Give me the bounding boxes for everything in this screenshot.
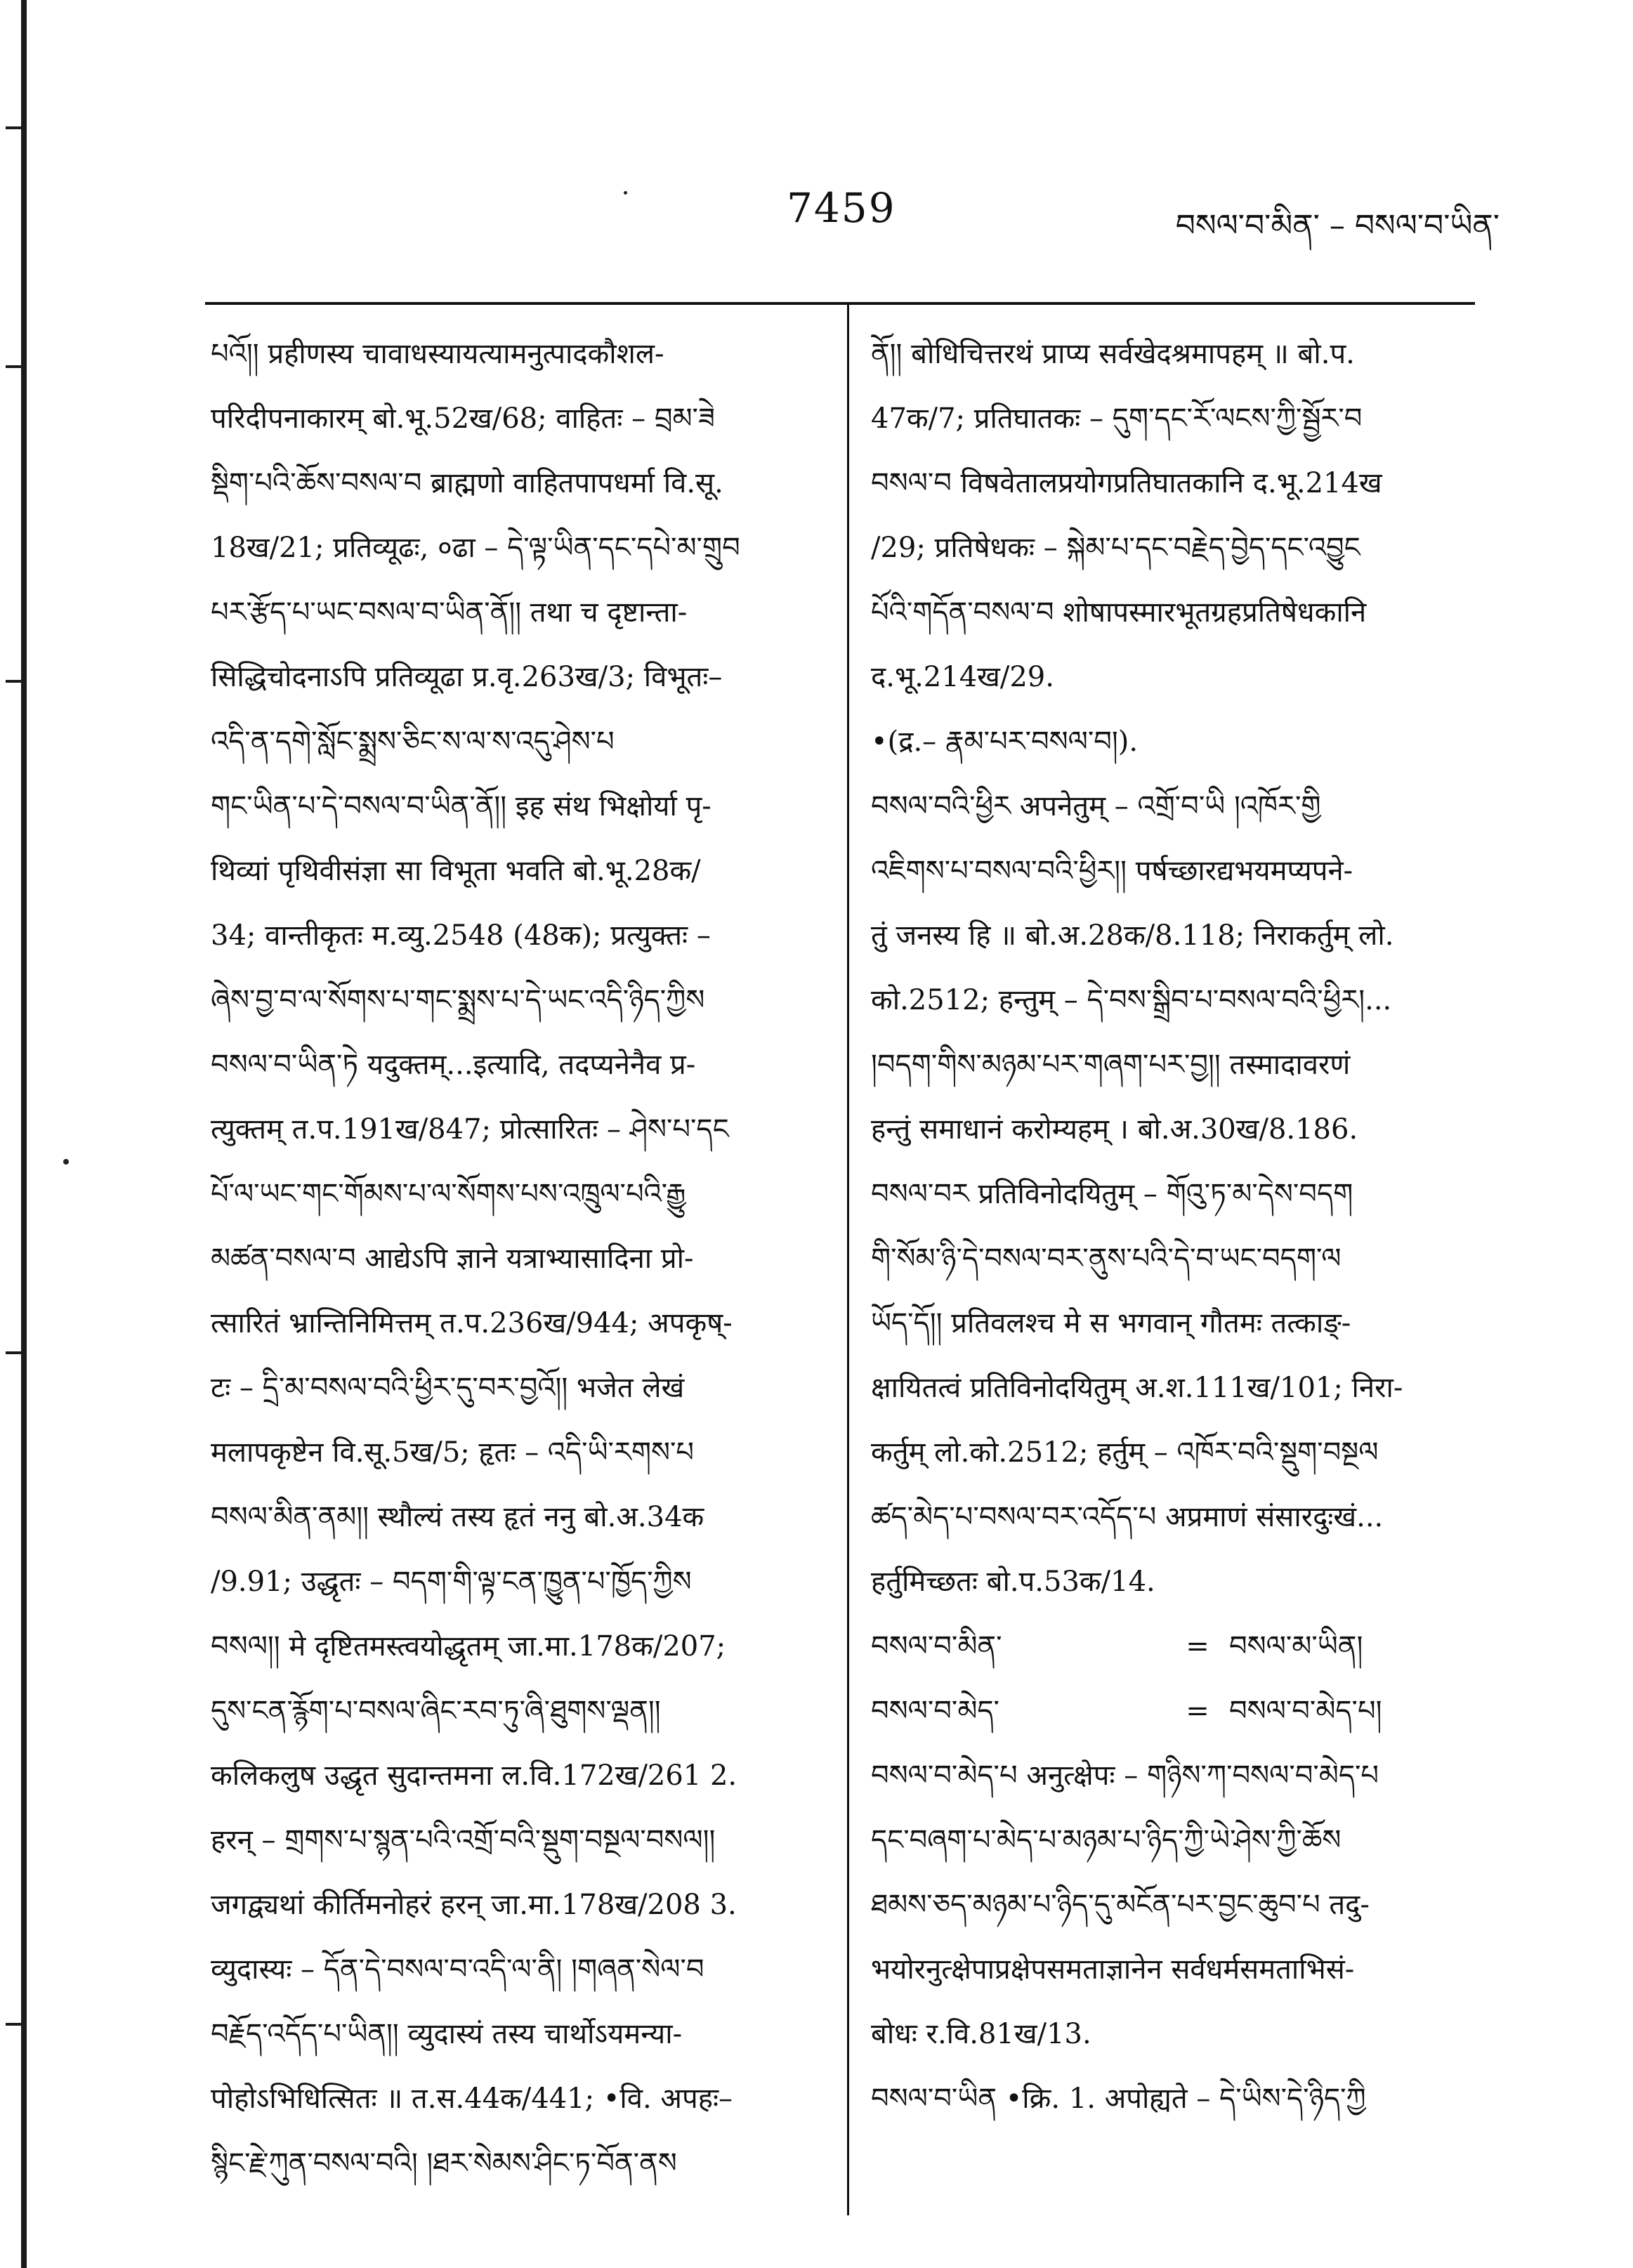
text-line: ཞེས་བྱ་བ་ལ་སོགས་པ་གང་སྨྲས་པ་དེ་ཡང་འདི་ཉིད་ཀྱིས bbox=[211, 984, 705, 1016]
text-line: གང་ཡིན་པ་དེ་བསལ་བ་ཡིན་ནོ།། इह संथ भिक्षोर्या पृ- bbox=[211, 790, 711, 822]
text-line: པོ་ལ་ཡང་གང་གོམས་པ་ལ་སོགས་པས་འཁྲུལ་པའི་རྒྱུ bbox=[211, 1178, 686, 1210]
binding-tick bbox=[6, 2023, 27, 2026]
entry-basal-bar bbox=[871, 1162, 1475, 1614]
header-rule bbox=[205, 302, 1475, 305]
text-line: མཚན་བསལ་བ आद्येऽपि ज्ञाने यत्राभ्यासादिना प्रो- bbox=[211, 1243, 694, 1275]
text-line: कर्तुम् लो.को.2512; हर्तुम् – འཁོར་བའི་སྡུག་བསྔལ bbox=[871, 1436, 1379, 1469]
binding-tick bbox=[6, 680, 27, 683]
text-line: /29; प्रतिषेधकः – སྐེམ་པ་དང་བརྗེད་བྱེད་དང་འབྱུང bbox=[871, 532, 1360, 564]
text-line: हन्तुं समाधानं करोम्यहम् । बो.अ.30ख/8.186. bbox=[871, 1113, 1358, 1146]
entry-continuation bbox=[871, 322, 1475, 774]
cross-ref-headword: བསལ་བ་མིན་ bbox=[871, 1630, 1002, 1663]
text-line: དུས་ངན་རྙོག་པ་བསལ་ཞིང་རབ་ཏུ་ཞི་ཐུགས་ལྡན།། bbox=[211, 1695, 661, 1727]
text-line: भयोरनुत्क्षेपाप्रक्षेपसमताज्ञानेन सर्वधर्मसमताभिसं- bbox=[871, 1953, 1355, 1986]
text-line: བསལ་བར प्रतिविनोदयितुम् – གོའུ་ཏ་མ་དེས་བདག bbox=[871, 1178, 1353, 1210]
text-line: གི་སོམ་ཉི་དེ་བསལ་བར་ནུས་པའི་དེ་བ་ཡང་བདག་ལ bbox=[871, 1243, 1342, 1275]
text-line: टः – དྲི་མ་བསལ་བའི་ཕྱིར་དུ་བར་བྱའོ།། भजेत लेखं bbox=[211, 1372, 685, 1404]
text-line: त्सारितं भ्रान्तिनिमित्तम् त.प.236ख/944; अपकृष्- bbox=[211, 1307, 733, 1339]
cross-references bbox=[871, 1614, 1475, 1743]
text-line: འདི་ན་དགེ་སློང་སྨྲས་ཅིང་ས་ལ་ས་འདུ་ཤེས་པ bbox=[211, 726, 615, 758]
text-line: 47क/7; प्रतिघातकः – དུག་དང་རོ་ལངས་ཀྱི་སྦྱོར་བ bbox=[871, 402, 1363, 435]
text-line: को.2512; हन्तुम् – དེ་བས་སྒྲིབ་པ་བསལ་བའི་ཕྱིར།... bbox=[871, 984, 1392, 1016]
right-column bbox=[871, 322, 1475, 2131]
text-line: 34; वान्तीकृतः म.व्यु.2548 (48क); प्रत्युक्तः – bbox=[211, 919, 711, 952]
text-line: 18ख/21; प्रतिव्यूढः, ०ढा – དེ་ལྟ་ཡིན་དང་དཔེ་མ་གྲུབ bbox=[211, 532, 740, 564]
text-line: तुं जनस्य हि ॥ बो.अ.28क/8.118; निराकर्तुम् लो. bbox=[871, 919, 1394, 952]
running-head: བསལ་བ་མིན་ – བསལ་བ་ཡིན་ bbox=[1175, 208, 1500, 244]
cross-ref-row bbox=[871, 1679, 1475, 1743]
text-line: བརྗོད་འདོད་པ་ཡིན།། व्युदास्यं तस्य चार्थोऽयमन्या- bbox=[211, 2018, 683, 2050]
text-line: ཐམས་ཅད་མཉམ་པ་ཉིད་དུ་མངོན་པར་བྱང་ཆུབ་པ तदु- bbox=[871, 1889, 1370, 1921]
text-line: मलापकृष्टेन वि.सू.5ख/5; हृतः – འདི་ཡི་རགས་པ bbox=[211, 1436, 695, 1469]
cross-ref-target: བསལ་མ་ཡིན། bbox=[1229, 1630, 1363, 1663]
text-line: परिदीपनाकारम् बो.भू.52ख/68; वाहितः – བྲམ་ཟེ bbox=[211, 402, 715, 435]
text-line: ཚད་མེད་པ་བསལ་བར་འདོད་པ अप्रमाणं संसारदुःखं... bbox=[871, 1501, 1384, 1533]
text-line: བསལ་མིན་ནམ།། स्थौल्यं तस्य हृतं ननु बो.अ.34क bbox=[211, 1501, 704, 1533]
binding-tick bbox=[6, 126, 27, 129]
text-line: པའོ།། प्रहीणस्य चावाधस्यायत्यामनुत्पादकौशल- bbox=[211, 338, 664, 370]
text-line: ཡོད་དོ།། प्रतिवलश्च मे स भगवान् गौतमः तत्काङ्- bbox=[871, 1307, 1351, 1339]
text-line: སྙིང་རྗེ་ཀུན་བསལ་བའི། །ཐར་སེམས་ཤིང་ཏ་བོན་ནས bbox=[211, 2147, 677, 2179]
binding-tick bbox=[6, 365, 27, 368]
text-line: /9.91; उद्धृतः – བདག་གི་ལྟ་ངན་ཁྱུན་པ་ཁྱོད་ཀྱིས bbox=[211, 1566, 692, 1598]
text-line: पोहोऽभिधित्सितः ॥ त.स.44क/441; •वि. अपहः– bbox=[211, 2083, 733, 2115]
text-line: कलिकलुष उद्धृत सुदान्तमना ल.वि.172ख/261 2. bbox=[211, 1759, 737, 1792]
text-line: •(द्र.– རྣམ་པར་བསལ་བ།). bbox=[871, 726, 1139, 758]
text-line: हरन् – གྲགས་པ་སྙན་པའི་འགྲོ་བའི་སྡུག་བསྔལ་བསལ།། bbox=[211, 1824, 716, 1856]
entry-basal-ba-yin bbox=[871, 2066, 1475, 2131]
text-line: བསལ་བ་མེད་པ अनुत्क्षेपः – གཉིས་ཀ་བསལ་བ་མེད་པ bbox=[871, 1759, 1379, 1792]
entry-basal-bai-phyir bbox=[871, 774, 1475, 1162]
cross-ref-target: བསལ་བ་མེད་པ། bbox=[1229, 1695, 1382, 1727]
text-line: བསལ་བ विषवेतालप्रयोगप्रतिघातकानि द.भू.214ख bbox=[871, 467, 1382, 499]
text-line: བསལ་བ་ཡིན •क्रि. 1. अपोह्यते – དེ་ཡིས་དེ་ཉིད་ཀྱི bbox=[871, 2083, 1366, 2115]
text-line: པོའི་གདོན་བསལ་བ शोषापस्मारभूतग्रहप्रतिषेधकानि bbox=[871, 596, 1367, 629]
cross-ref-headword: བསལ་བ་མེད་ bbox=[871, 1695, 999, 1727]
scan-speck bbox=[63, 1159, 69, 1165]
binding-tick bbox=[6, 1351, 27, 1354]
equals-sign: = bbox=[1186, 1695, 1209, 1727]
text-line: བསལ་བའི་ཕྱིར अपनेतुम् – འགྲོ་བ་ཡི །འཁོར་གྱི bbox=[871, 790, 1321, 822]
text-line: ནོ།། बोधिचित्तरथं प्राप्य सर्वखेदश्रमापहम् ॥ बो.प. bbox=[871, 338, 1355, 370]
text-line: པར་རྩོད་པ་ཡང་བསལ་བ་ཡིན་ནོ།། तथा च दृष्टान्ता- bbox=[211, 596, 688, 629]
text-line: त्युक्तम् त.प.191ख/847; प्रोत्सारितः – ཤེས་པ་དང bbox=[211, 1113, 729, 1146]
text-line: बोधः र.वि.81ख/13. bbox=[871, 2018, 1091, 2050]
text-line: སྡིག་པའི་ཆོས་བསལ་བ ब्राह्मणो वाहितपापधर्मा वि.सू. bbox=[211, 467, 723, 499]
column-divider bbox=[847, 305, 849, 2215]
text-line: थिव्यां पृथिवीसंज्ञा सा विभूता भवति बो.भू.28क/ bbox=[211, 855, 701, 887]
text-line: हर्तुमिच्छतः बो.प.53क/14. bbox=[871, 1566, 1155, 1598]
cross-ref-row bbox=[871, 1614, 1475, 1679]
text-line: །བདག་གིས་མཉམ་པར་གཞག་པར་བྱ།། तस्मादावरणं bbox=[871, 1049, 1351, 1081]
entry-basal-ba-med-pa bbox=[871, 1743, 1475, 2066]
text-line: དང་བཞག་པ་མེད་པ་མཉམ་པ་ཉིད་ཀྱི་ཡེ་ཤེས་ཀྱི་ཆོས bbox=[871, 1824, 1342, 1856]
scan-speck bbox=[624, 191, 627, 195]
text-line: जगद्व्यथां कीर्तिमनोहरं हरन् जा.मा.178ख/208 3. bbox=[211, 1889, 737, 1921]
text-line: व्युदास्यः – དོན་དེ་བསལ་བ་འདི་ལ་ནི། །གཞན་སེལ་བ bbox=[211, 1953, 704, 1986]
left-column bbox=[211, 322, 815, 2196]
text-line: འཇིགས་པ་བསལ་བའི་ཕྱིར།། पर्षच्छारद्यभयमप्यपने- bbox=[871, 855, 1353, 887]
text-line: द.भू.214ख/29. bbox=[871, 661, 1054, 693]
binding-spine bbox=[21, 0, 27, 2268]
text-line: བསལ།། मे दृष्टितमस्त्वयोद्धृतम् जा.मा.178क/207; bbox=[211, 1630, 726, 1663]
equals-sign: = bbox=[1186, 1630, 1209, 1663]
page-number: 7459 bbox=[787, 184, 896, 232]
text-line: क्षायितत्वं प्रतिविनोदयितुम् अ.श.111ख/101; निरा- bbox=[871, 1372, 1403, 1404]
text-line: བསལ་བ་ཡིན་ཏེ यदुक्तम्...इत्यादि, तदप्यनेनैव प्र- bbox=[211, 1049, 696, 1081]
text-line: सिद्धिचोदनाऽपि प्रतिव्यूढा प्र.वृ.263ख/3; विभूतः– bbox=[211, 661, 723, 693]
